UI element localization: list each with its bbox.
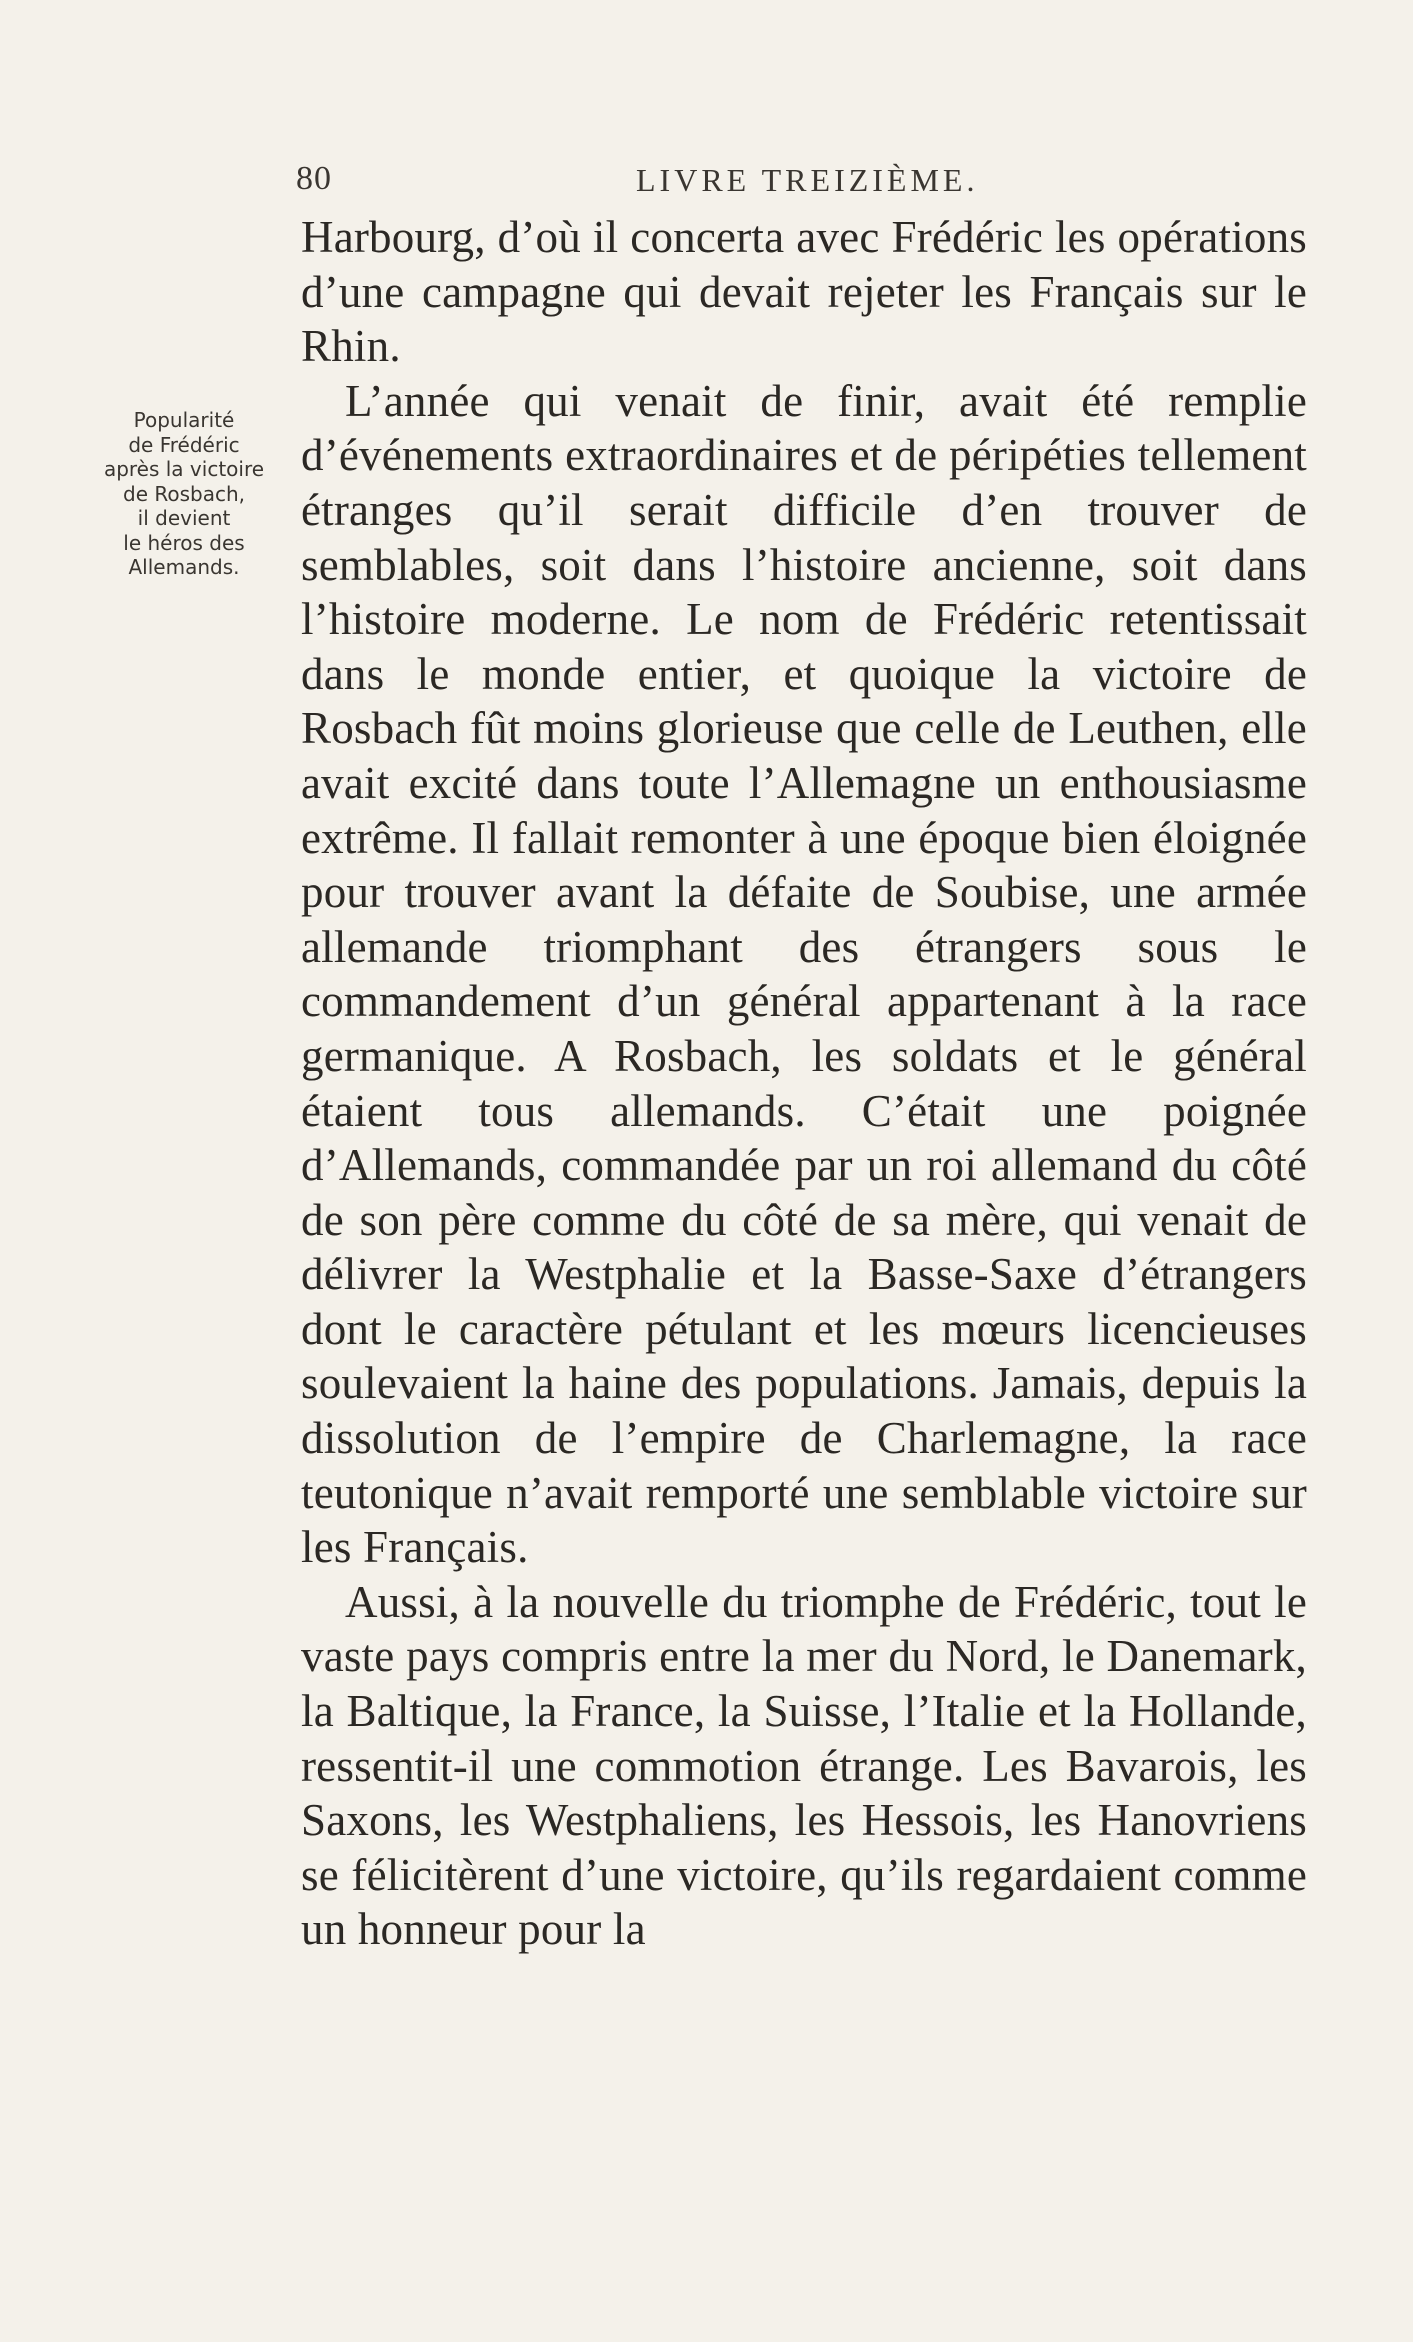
margin-note-line: de Rosbach, [123, 481, 245, 506]
margin-note-line: Allemands. [128, 555, 240, 579]
margin-note [82, 408, 286, 580]
running-title: LIVRE TREIZIÈME. [636, 162, 979, 198]
running-head [296, 160, 1312, 204]
paragraph: L’année qui venait de finir, avait été remplie d’événements extraordinaires et de péripéties tellement étranges qu’il serait difficile d’en trouver de semblables, soit dans l’histoire ancienne, soit dans l’histoire moderne. Le nom de Frédéric retentissait dans le monde entier, et quoique la victoire de Rosbach fût moins glorieuse que celle de Leuthen, elle avait excité dans toute l’Allemagne un enthousiasme extrême. Il fallait remonter à une époque bien éloignée pour trouver avant la défaite de Soubise, une armée allemande triomphant des étrangers sous le commandement d’un général appartenant à la race germanique. A Rosbach, les soldats et le général étaient tous allemands. C’était une poignée d’Allemands, commandée par un roi allemand du côté de son père comme du côté de sa mère, qui venait de délivrer la Westphalie et la Basse-Saxe d’étrangers dont le caractère pétulant et les mœurs licencieuses soulevaient la haine des populations. Jamais, depuis la dissolution de l’empire de Charlemagne, la race teutonique n’avait remporté une semblable victoire sur les Français. [301, 375, 1307, 1573]
margin-note-line: Popularité [133, 408, 235, 432]
margin-note-line: le héros des [123, 530, 245, 555]
paragraph: Harbourg, d’où il concerta avec Frédéric les opérations d’une campagne qui devait rejeter les Français sur le Rhin. [301, 212, 1307, 372]
page-number: 80 [296, 160, 332, 197]
margin-note-line: il devient [137, 506, 231, 530]
margin-note-line: de Frédéric [128, 432, 240, 457]
margin-note-line: après la victoire [103, 457, 265, 481]
body-text [301, 210, 1307, 1957]
paragraph: Aussi, à la nouvelle du triomphe de Frédéric, tout le vaste pays compris entre la mer du Nord, le Danemark, la Baltique, la France, la Suisse, l’Italie et la Hollande, ressentit-il une commotion étrange. Les Bavarois, les Saxons, les Westphaliens, les Hessois, les Hanovriens se félicitèrent d’une victoire, qu’ils regardaient comme un honneur pour la [301, 1576, 1307, 1955]
